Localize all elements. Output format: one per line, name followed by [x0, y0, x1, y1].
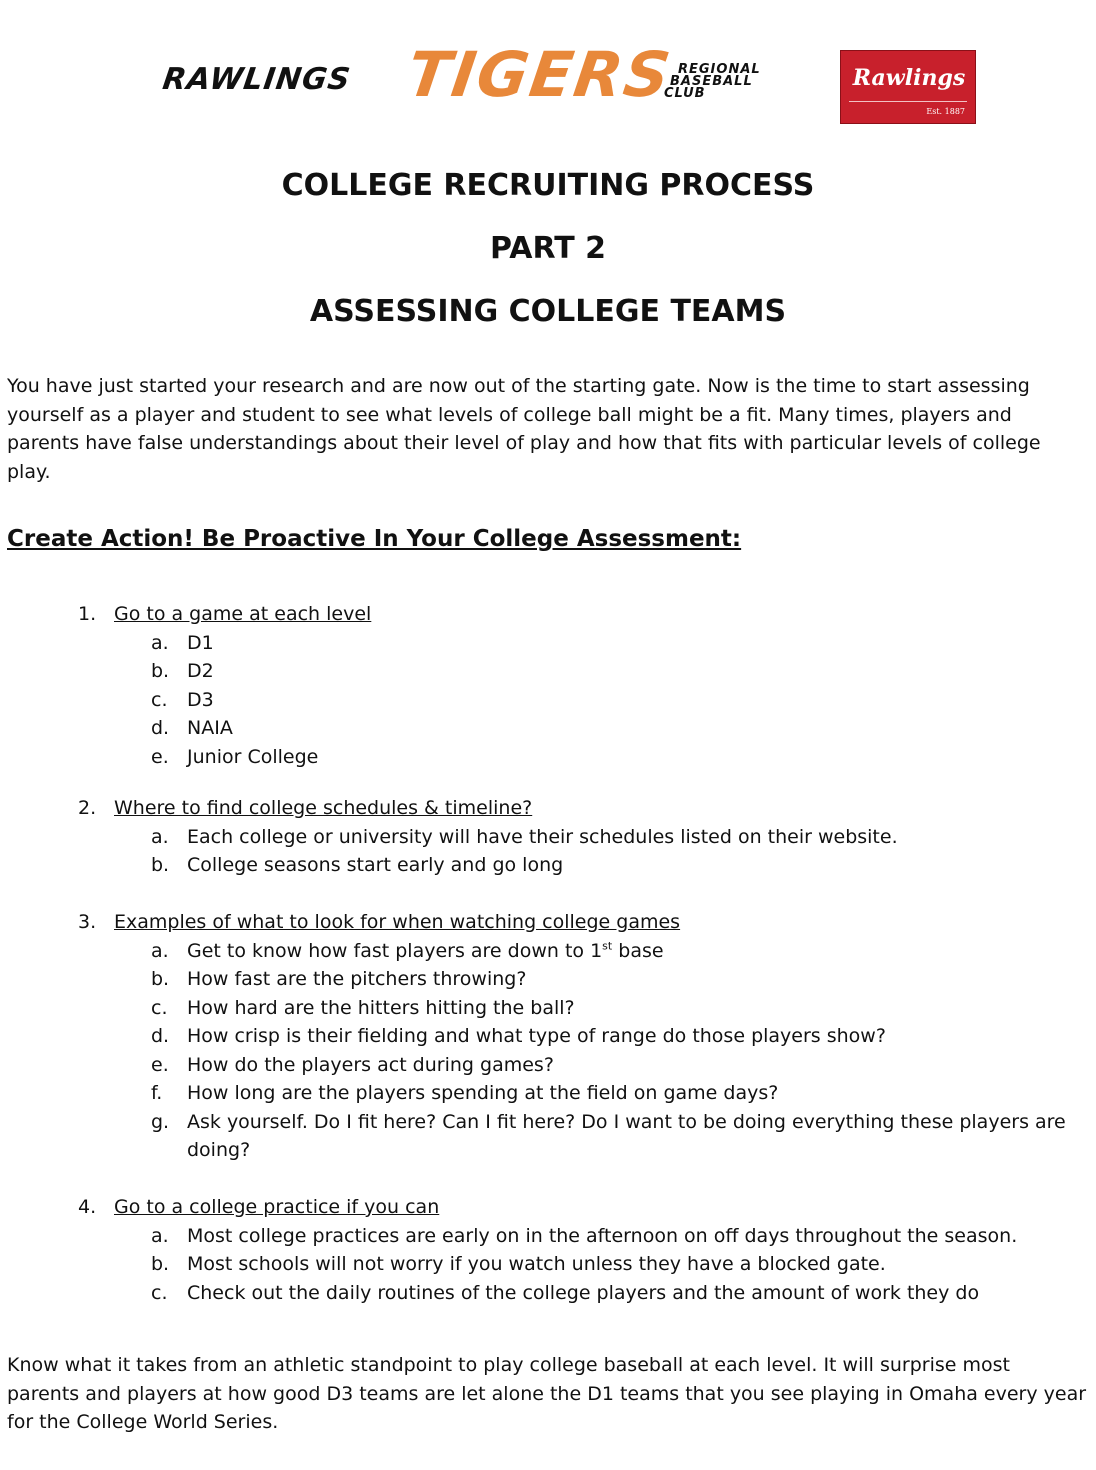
sub-item — [0, 965, 1096, 994]
badge-est-text: Est. 1887 — [926, 107, 965, 116]
section-heading: Create Action! Be Proactive In Your College Assessment: — [7, 526, 742, 552]
document-title: COLLEGE RECRUITING PROCESS — [281, 168, 815, 203]
sub-item — [0, 851, 1096, 880]
list-heading: Go to a college practice if you can — [114, 1196, 440, 1218]
sub-letter: b. — [151, 968, 170, 990]
sub-letter: c. — [151, 1281, 168, 1304]
sub-item — [0, 629, 1096, 658]
sub-item — [0, 1079, 1096, 1108]
sub-letter: b. — [151, 660, 170, 682]
list-item — [0, 794, 1096, 880]
sub-item — [0, 714, 1096, 743]
sub-item — [0, 686, 1096, 715]
sub-letter: d. — [151, 1025, 170, 1047]
closing-paragraph: Know what it takes from an athletic standpoint to play college baseball at each level. It will surprise most parents and players at how good D3 teams are let alone the D1 teams that you see playing in Omaha every year for the College World Series. — [7, 1354, 1087, 1433]
sub-letter: g. — [151, 1110, 170, 1133]
sub-letter: a. — [151, 939, 169, 962]
list-item — [0, 600, 1096, 771]
sub-letter: b. — [151, 1253, 170, 1275]
sub-item — [0, 743, 1096, 772]
sub-letter: d. — [151, 717, 170, 739]
sub-text: NAIA — [187, 717, 233, 739]
sub-text: Junior College — [187, 745, 319, 768]
club-subtitle-line: CLUB — [664, 86, 706, 101]
sub-item — [0, 1108, 1096, 1165]
list-item — [0, 908, 1096, 1165]
list-item-header — [0, 1193, 1096, 1222]
sub-text: D1 — [187, 631, 214, 654]
list-item-header — [0, 794, 1096, 823]
rawlings-badge-logo — [840, 50, 976, 124]
list-number: 3. — [78, 911, 97, 933]
sub-text: How hard are the hitters hitting the ball? — [187, 996, 575, 1019]
sub-item — [0, 823, 1096, 852]
sub-letter: a. — [151, 631, 169, 654]
list-heading: Go to a game at each level — [114, 603, 372, 625]
sub-letter: e. — [151, 745, 169, 768]
list-number: 2. — [78, 797, 97, 819]
sub-text: Most college practices are early on in the afternoon on off days throughout the season. — [187, 1224, 1018, 1247]
list-heading: Where to find college schedules & timeline? — [114, 797, 533, 819]
sub-item — [0, 1250, 1096, 1279]
sub-text: Each college or university will have their schedules listed on their website. — [187, 825, 898, 848]
club-subtitle — [662, 64, 792, 100]
badge-divider — [849, 101, 967, 102]
sub-text: Ask yourself. Do I fit here? Can I fit here? Do I want to be doing everything these players are doing? — [187, 1110, 1066, 1161]
sub-letter: f. — [151, 1082, 163, 1104]
rawlings-wordmark: RAWLINGS — [160, 62, 353, 97]
sub-item — [0, 1022, 1096, 1051]
sub-letter: c. — [151, 996, 168, 1019]
sub-item — [0, 1051, 1096, 1080]
sub-item — [0, 994, 1096, 1023]
badge-script-text: Rawlings — [852, 65, 966, 91]
list-item — [0, 1193, 1096, 1307]
document-subtitle: ASSESSING COLLEGE TEAMS — [309, 294, 787, 329]
sub-item — [0, 657, 1096, 686]
sub-text: Most schools will not worry if you watch unless they have a blocked gate. — [187, 1253, 886, 1275]
list-heading: Examples of what to look for when watching college games — [114, 911, 681, 933]
sub-item — [0, 1279, 1096, 1308]
sub-text: How long are the players spending at the field on game days? — [187, 1082, 779, 1104]
list-number: 4. — [78, 1196, 97, 1218]
sub-letter: b. — [151, 854, 170, 876]
sub-text: How crisp is their fielding and what type of range do those players show? — [187, 1025, 886, 1047]
list-number: 1. — [78, 603, 97, 625]
sub-text: How do the players act during games? — [187, 1053, 554, 1076]
club-subtitle-line: BASEBALL — [670, 74, 753, 89]
sub-text-part: base — [612, 939, 664, 962]
sub-letter: c. — [151, 688, 168, 711]
list-item-header — [0, 600, 1096, 629]
sub-item — [0, 1222, 1096, 1251]
header-logos — [0, 40, 1096, 130]
club-subtitle-line: REGIONAL — [678, 62, 761, 77]
sub-letter: a. — [151, 825, 169, 848]
sub-text: D2 — [187, 660, 214, 682]
sub-text: College seasons start early and go long — [187, 854, 564, 876]
tigers-wordmark: TIGERS — [402, 38, 677, 111]
sub-letter: a. — [151, 1224, 169, 1247]
list-item-header — [0, 908, 1096, 937]
sub-item — [0, 937, 1096, 966]
sub-text: How fast are the pitchers throwing? — [187, 968, 527, 990]
sub-text-part: Get to know how fast players are down to 1 — [187, 939, 603, 962]
sub-text: Check out the daily routines of the college players and the amount of work they do — [187, 1281, 980, 1304]
sub-text — [187, 937, 664, 966]
sub-letter: e. — [151, 1053, 169, 1076]
sub-text: D3 — [187, 688, 214, 711]
ordinal-suffix: st — [602, 939, 613, 953]
intro-paragraph: You have just started your research and are now out of the starting gate. Now is the time to start assessing yourself as a player and student to see what levels of college ball might be a fit. Many times, players and parents have false understandings about their level of play and how that fits with particular levels of college play. — [7, 375, 1041, 483]
document-part: PART 2 — [490, 231, 606, 266]
